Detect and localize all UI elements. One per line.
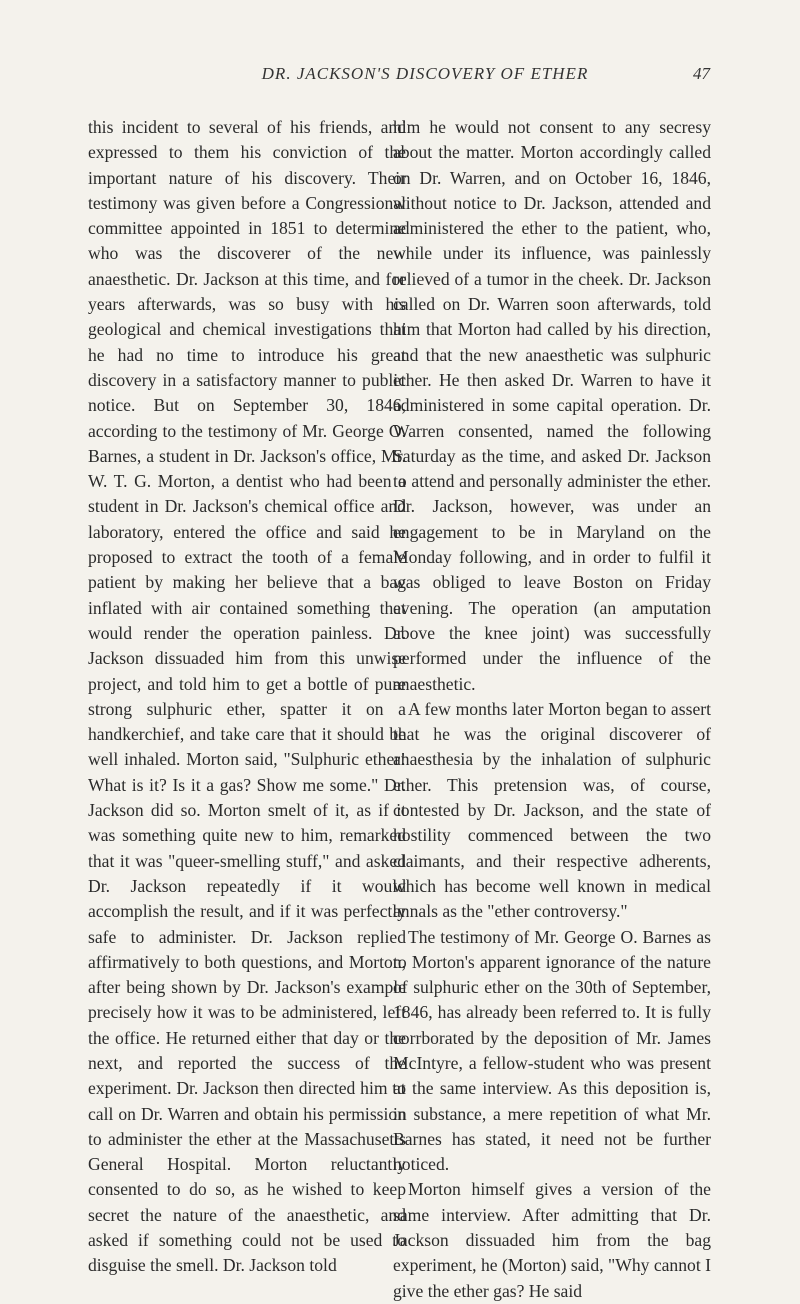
paragraph: him he would not consent to any secresy about the matter. Morton accordingly called on Dr. Warren, and on October 16, 1846, without notice to Dr. Jackson, attended and administered the ether to the patient, who, while under its influence, was painlessly relieved of a tumor in the cheek. Dr. Jackson called on Dr. Warren soon afterwards, told him that Morton had called by his direction, and that the new anaesthetic was sulphuric ether. He then asked Dr. Warren to have it administered in some capital operation. Dr. Warren consented, named the following Saturday as the time, and asked Dr. Jackson to attend and personally administer the ether. Dr. Jackson, however, was under an engagement to be in Maryland on the Monday following, and in order to fulfil it was obliged to leave Boston on Friday evening. The operation (an amputation above the knee joint) was successfully performed under the influence of the anaesthetic. bbox=[393, 117, 711, 694]
paragraph: A few months later Morton began to assert that he was the original discoverer of anaesthesia by the inhalation of sulphuric ether. This pretension was, of course, contested by Dr. Jackson, and the state of hostility commenced between the two claimants, and their respective adherents, which has become well known in medical annals as the "ether controversy." bbox=[393, 698, 711, 922]
paragraph: The testimony of Mr. George O. Barnes as to Morton's apparent ignorance of the nature of sulphuric ether on the 30th of September, 1846, has already been referred to. It is fully corrborated by the deposition of Mr. James McIntyre, a fellow-student who was present at the same interview. As this deposition is, in substance, a mere repetition of what Mr. Barnes has stated, it need not be further noticed. bbox=[393, 926, 711, 1175]
paragraph: this incident to several of his friends, and expressed to them his conviction of the important nature of his discovery. Their testimony was given before a Congressional committee appointed in 1851 to determine who was the discoverer of the new anaesthetic. Dr. Jackson at this time, and for years afterwards, was so busy with his geological and chemical investigations that he had no time to introduce his great discovery in a satisfactory manner to public notice. But on September 30, 1846, according to the testimony of Mr. George O. Barnes, a student in Dr. Jackson's office, Mr. W. T. G. Morton, a dentist who had been a student in Dr. Jackson's chemical office and laboratory, entered the office and said he proposed to extract the tooth of a female patient by making her believe that a bag inflated with air contained something that would render the operation painless. Dr. Jackson dissuaded him from this unwise project, and told him to get a bottle of pure strong sulphuric ether, spatter it on a handkerchief, and take care that it should be well inhaled. Morton said, "Sulphuric ether! What is it? Is it a gas? Show me some." Dr. Jackson did so. Morton smelt of it, as if it was something quite new to him, remarked that it was "queer-smelling stuff," and asked Dr. Jackson repeatedly if it would accomplish the result, and if it was perfectly safe to administer. Dr. Jackson replied affirmatively to both questions, and Morton, after being shown by Dr. Jackson's example precisely how it was to be administered, left the office. He returned either that day or the next, and reported the success of the experiment. Dr. Jackson then directed him to call on Dr. Warren and obtain his permission to administer the ether at the Massachusetts General Hospital. Morton reluctantly consented to do so, as he wished to keep secret the nature of the anaesthetic, and asked if something could not be used to disguise the smell. Dr. Jackson told bbox=[88, 117, 406, 1276]
text-column-right bbox=[393, 115, 711, 1304]
paragraph: Morton himself gives a version of the same interview. After admitting that Dr. Jackson dissuaded him from the bag experiment, he (Morton) said, "Why cannot I give the ether gas? He said bbox=[393, 1179, 711, 1301]
page-number: 47 bbox=[693, 64, 710, 83]
running-title: DR. JACKSON'S DISCOVERY OF ETHER bbox=[261, 64, 589, 83]
page-header bbox=[140, 64, 710, 94]
text-column-left bbox=[88, 115, 406, 1279]
